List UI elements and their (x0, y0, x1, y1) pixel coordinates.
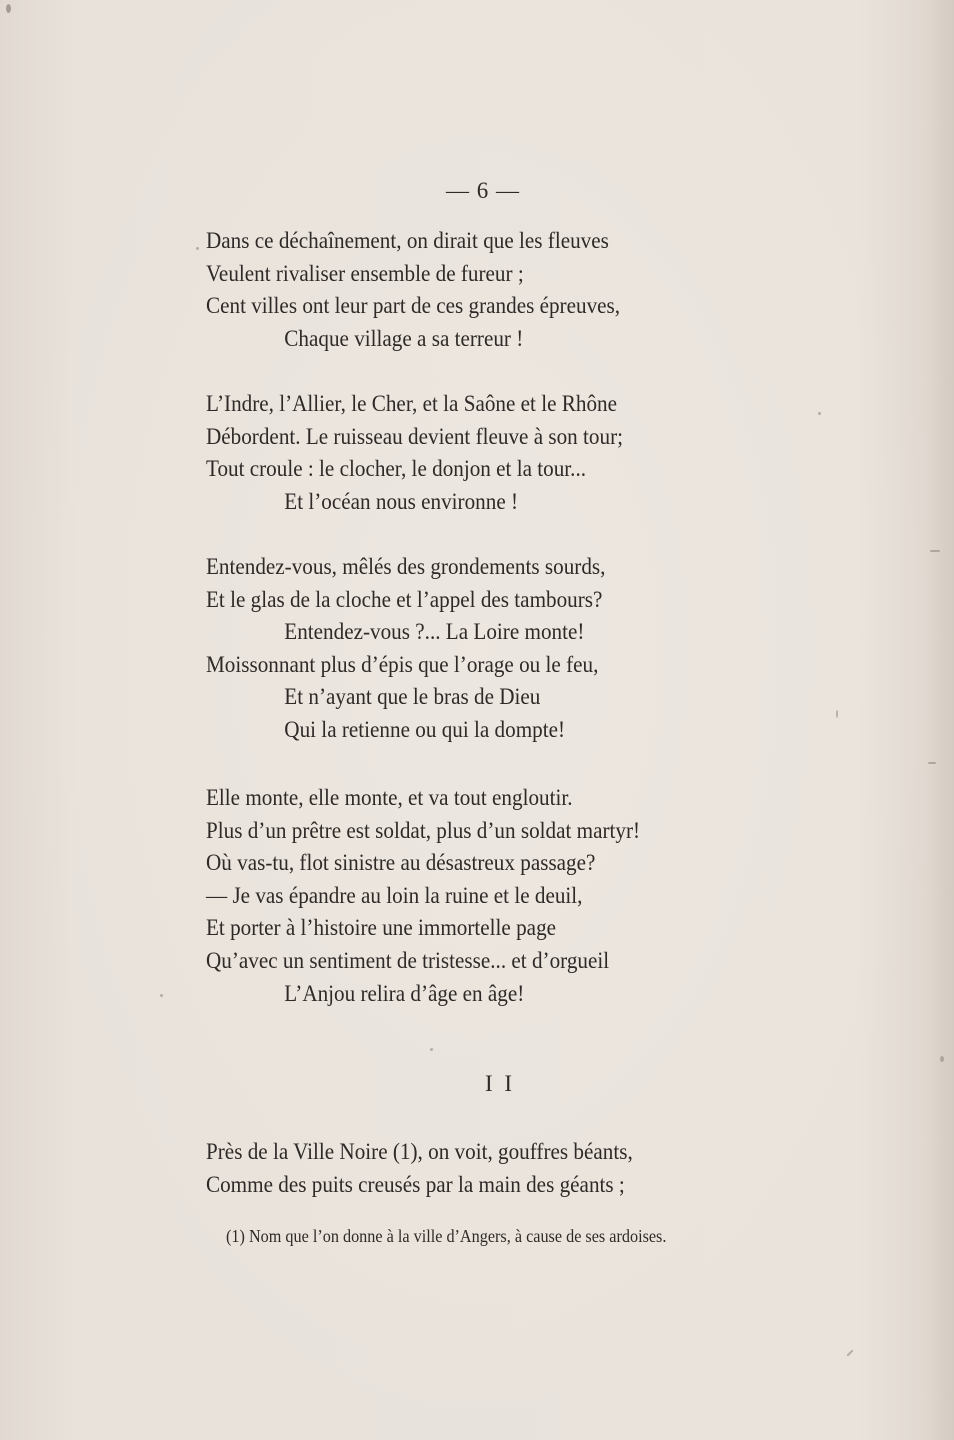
verse-line: Dans ce déchaînement, on dirait que les fleuves (206, 228, 609, 254)
stanza-2 (206, 388, 669, 518)
verse-line: Elle monte, elle monte, et va tout engloutir. (206, 785, 573, 811)
footnote: (1) Nom que l’on donne à la ville d’Angers, à cause de ses ardoises. (226, 1226, 667, 1246)
verse-line: Veulent rivaliser ensemble de fureur ; (206, 260, 524, 287)
verse-line: Chaque village a sa terreur ! (284, 325, 524, 352)
verse-line: Entendez-vous, mêlés des grondements sourds, (206, 554, 606, 580)
verse-line: Près de la Ville Noire (1), on voit, gouffres béants, (206, 1139, 633, 1165)
verse-line: Entendez-vous ?... La Loire monte! (284, 619, 585, 646)
verse-line: Et n’ayant que le bras de Dieu (284, 684, 541, 711)
stanza-4 (206, 782, 688, 1010)
section-number: I I (484, 1071, 516, 1096)
verse-line: Comme des puits creusés par la main des géants ; (206, 1171, 625, 1198)
verse-line: Cent villes ont leur part de ces grandes épreuves, (206, 293, 621, 320)
verse-line: Plus d’un prêtre est soldat, plus d’un soldat martyr! (206, 817, 641, 844)
paper-speck (930, 550, 940, 552)
paper-speck (836, 710, 838, 718)
paper-speck (160, 994, 163, 997)
verse-line: Qu’avec un sentiment de tristesse... et d’orgueil (206, 947, 610, 974)
verse-line: L’Indre, l’Allier, le Cher, et la Saône et le Rhône (206, 391, 617, 417)
verse-line: Tout croule : le clocher, le donjon et la tour... (206, 456, 587, 483)
verse-line: Et porter à l’histoire une immortelle page (206, 915, 557, 942)
verse-line: Débordent. Le ruisseau devient fleuve à son tour; (206, 423, 623, 450)
paper-speck (818, 412, 821, 415)
paper-speck (940, 1056, 944, 1062)
stanza-5 (206, 1136, 680, 1201)
paper-speck (846, 1349, 853, 1356)
stanza-3 (206, 551, 650, 747)
paper-speck (6, 4, 11, 13)
verse-line: Et l’océan nous environne ! (284, 488, 519, 515)
page-edge-shadow (926, 0, 954, 1440)
verse-line: Moissonnant plus d’épis que l’orage ou le feu, (206, 651, 599, 678)
verse-line: Qui la retienne ou qui la dompte! (284, 716, 566, 743)
verse-line: L’Anjou relira d’âge en âge! (284, 980, 525, 1007)
verse-line: — Je vas épandre au loin la ruine et le deuil, (206, 882, 583, 909)
paper-speck (928, 762, 936, 764)
verse-line: Où vas-tu, flot sinistre au désastreux passage? (206, 850, 596, 877)
paper-speck (196, 247, 199, 250)
paper-speck (430, 1048, 433, 1051)
page-number: — 6 — (446, 178, 520, 203)
verse-line: Et le glas de la cloche et l’appel des tambours? (206, 586, 603, 613)
stanza-1 (206, 225, 666, 355)
